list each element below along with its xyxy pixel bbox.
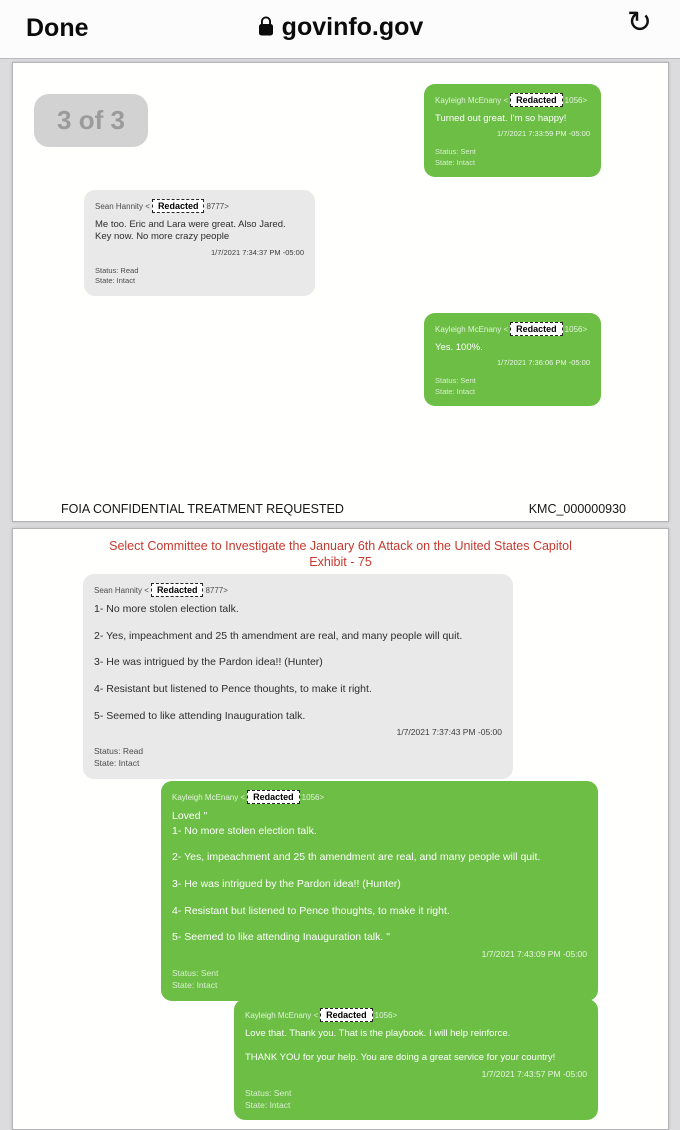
message-text <box>245 1028 587 1065</box>
message-sender <box>95 199 304 213</box>
site-url: govinfo.gov <box>281 13 424 41</box>
state-line: State: Intact <box>435 386 476 396</box>
state-line: State: Intact <box>95 276 136 286</box>
message-bubble-hannity-2 <box>83 574 513 779</box>
state-line: State: Intact <box>245 1099 291 1110</box>
message-bubble-mcenany-3 <box>161 781 598 1001</box>
message-timestamp: 1/7/2021 7:36:06 PM -05:00 <box>497 358 590 368</box>
bates-number: KMC_000000930 <box>528 502 626 516</box>
sender-prefix: Sean Hannity < <box>95 202 150 211</box>
list-item: 2- Yes, impeachment and 25 th amendment are real, and many people will quit. <box>94 629 463 642</box>
message-timestamp: 1/7/2021 7:33:59 PM -05:00 <box>497 129 590 139</box>
list-item: 4- Resistant but listened to Pence thoughts, to make it right. <box>172 904 450 917</box>
list-item: 5- Seemed to like attending Inauguration talk. <box>94 709 306 722</box>
paragraph: THANK YOU for your help. You are doing a great service for your country! <box>245 1052 556 1064</box>
quote-intro: Loved " <box>172 810 208 822</box>
message-timestamp: 1/7/2021 7:37:43 PM -05:00 <box>396 727 502 738</box>
message-bubble-mcenany-2 <box>424 313 601 406</box>
exhibit-title-line2: Exhibit - 75 <box>309 555 372 569</box>
message-sender <box>245 1008 587 1022</box>
sender-prefix: Sean Hannity < <box>94 586 149 595</box>
message-status <box>435 147 590 168</box>
status-line: Status: Sent <box>435 147 476 157</box>
page-count-badge: 3 of 3 <box>34 94 148 147</box>
message-text <box>94 603 502 723</box>
sender-prefix: Kayleigh McEnany < <box>245 1011 319 1020</box>
paragraph: Love that. Thank you. That is the playbook. I will help reinforce. <box>245 1028 511 1039</box>
lock-icon <box>257 15 275 44</box>
message-bubble-hannity-1 <box>84 190 315 296</box>
foia-confidential-label: FOIA CONFIDENTIAL TREATMENT REQUESTED <box>61 502 344 516</box>
message-sender <box>435 93 590 107</box>
redaction-box: Redacted <box>151 583 204 597</box>
sender-suffix: 1056> <box>374 1011 398 1020</box>
redaction-box: Redacted <box>247 790 300 804</box>
list-item: 3- He was intrigued by the Pardon idea!! (Hunter) <box>172 877 401 890</box>
state-line: State: Intact <box>94 758 140 769</box>
exhibit-title-line1: Select Committee to Investigate the January 6th Attack on the United States Capitol <box>109 539 572 553</box>
message-status <box>245 1088 587 1112</box>
sender-suffix: 1056> <box>564 96 588 105</box>
message-bubble-mcenany-4 <box>234 999 598 1120</box>
redaction-box: Redacted <box>510 322 563 336</box>
message-text: Turned out great. I'm so happy! <box>435 113 567 124</box>
address-bar[interactable] <box>0 13 680 44</box>
message-sender <box>94 583 502 597</box>
sender-suffix: 8777> <box>206 202 229 211</box>
message-sender <box>435 322 590 336</box>
redaction-box: Redacted <box>152 199 205 213</box>
page-footer <box>13 502 668 516</box>
list-item: 5- Seemed to like attending Inauguration talk. " <box>172 931 390 944</box>
pdf-page-1 <box>12 62 669 522</box>
message-status <box>435 376 590 397</box>
pdf-page-2 <box>12 528 669 1130</box>
state-line: State: Intact <box>172 979 218 990</box>
sender-suffix: 1056> <box>301 793 325 802</box>
list-item: 4- Resistant but listened to Pence thoughts, to make it right. <box>94 682 372 695</box>
list-item: 3- He was intrigued by the Pardon idea!! (Hunter) <box>94 656 323 669</box>
list-item: 1- No more stolen election talk. <box>94 603 239 615</box>
status-line: Status: Read <box>95 265 139 275</box>
sender-prefix: Kayleigh McEnany < <box>172 793 246 802</box>
exhibit-title <box>13 538 668 570</box>
status-line: Status: Read <box>94 746 144 757</box>
message-text: Yes. 100%. <box>435 342 483 353</box>
message-timestamp: 1/7/2021 7:34:37 PM -05:00 <box>211 247 304 257</box>
sender-suffix: 1056> <box>564 325 588 334</box>
list-item: 1- No more stolen election talk. <box>172 824 317 837</box>
sender-suffix: 8777> <box>205 586 228 595</box>
redaction-box: Redacted <box>510 93 563 107</box>
reload-icon[interactable]: ↻ <box>626 6 652 39</box>
message-text: Me too. Eric and Lara were great. Also Jared. Key now. No more crazy people <box>95 219 286 243</box>
message-bubble-mcenany-1 <box>424 84 601 177</box>
status-line: Status: Sent <box>172 967 219 978</box>
message-sender <box>172 790 587 804</box>
status-line: Status: Sent <box>435 376 476 386</box>
sender-prefix: Kayleigh McEnany < <box>435 325 509 334</box>
list-item: 2- Yes, impeachment and 25 th amendment are real, and many people will quit. <box>172 851 541 864</box>
state-line: State: Intact <box>435 157 476 167</box>
browser-toolbar <box>0 0 680 59</box>
sender-prefix: Kayleigh McEnany < <box>435 96 509 105</box>
message-status <box>172 968 587 992</box>
document-viewer[interactable] <box>0 60 680 1130</box>
done-button[interactable]: Done <box>26 14 89 42</box>
message-status <box>95 266 304 287</box>
redaction-box: Redacted <box>320 1008 373 1022</box>
message-status <box>94 746 502 770</box>
message-timestamp: 1/7/2021 7:43:57 PM -05:00 <box>481 1068 587 1079</box>
status-line: Status: Sent <box>245 1087 292 1098</box>
message-timestamp: 1/7/2021 7:43:09 PM -05:00 <box>481 948 587 959</box>
message-text <box>172 810 587 945</box>
